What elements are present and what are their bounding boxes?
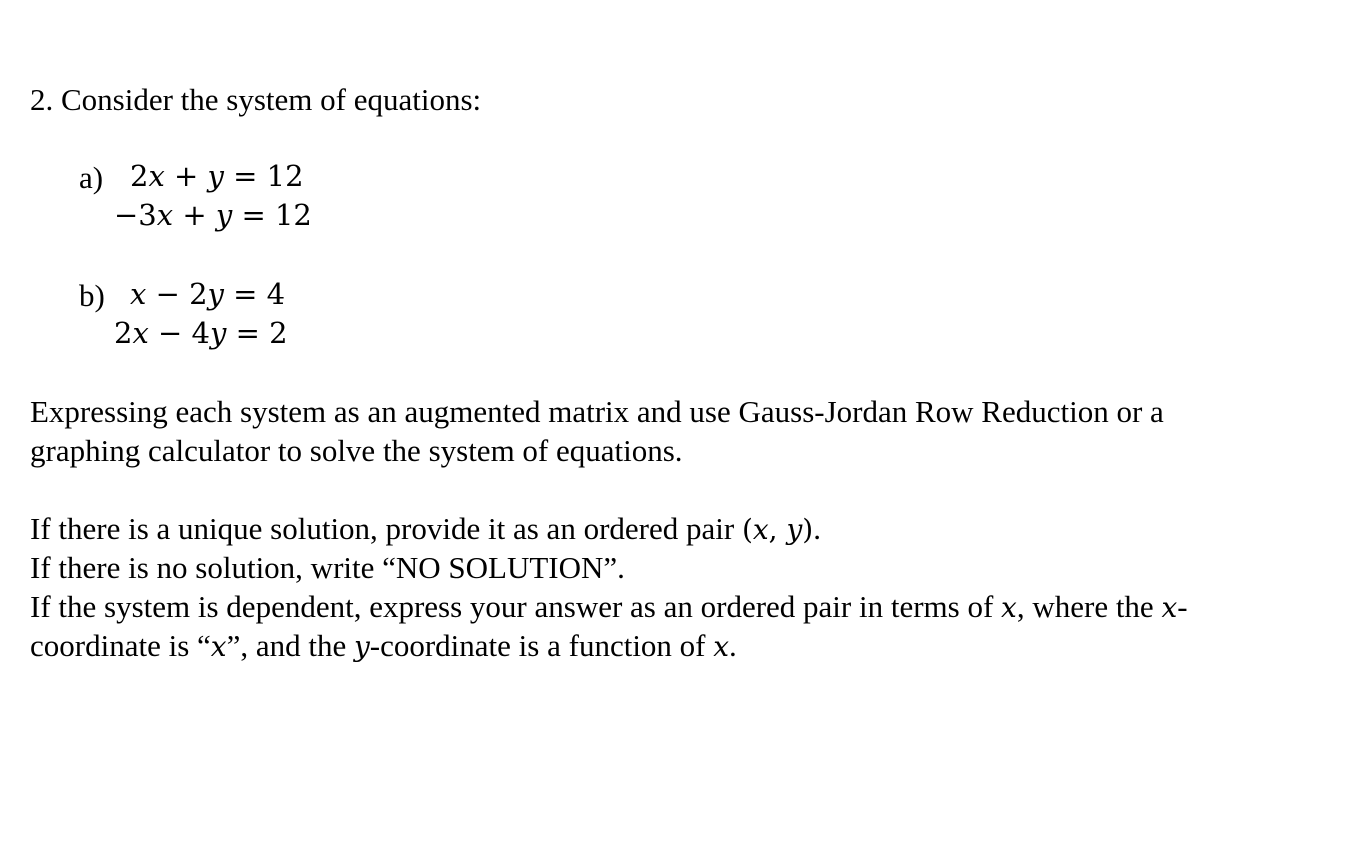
ordered-pair-xy: (𝑥, 𝑦): [741, 513, 814, 546]
rule-dependent-text-e: ”, and the: [226, 628, 354, 663]
rule-dependent-text-f: -coordinate is a function of: [369, 628, 714, 663]
rule-unique-text: If there is a unique solution, provide it as an ordered pair: [30, 511, 742, 546]
rule-dependent-text-a: If the system is dependent, express your answer as an ordered pair in terms of: [30, 589, 1002, 624]
rule-dependent-line-2: [30, 630, 737, 661]
part-a-equation-1: 2𝑥 + 𝑦 = 12: [130, 159, 304, 193]
rule-dependent-text-g: .: [729, 628, 737, 663]
part-b-equation-2: 2𝑥 − 4𝑦 = 2: [114, 316, 288, 350]
part-b-equation-1: 𝑥 − 2𝑦 = 4: [130, 277, 286, 311]
math-y: 𝑦: [353, 630, 370, 663]
math-x: 𝑥: [713, 630, 730, 663]
math-x: 𝑥: [1001, 591, 1017, 624]
rule-no-solution: If there is no solution, write “NO SOLUTION”.: [30, 550, 625, 585]
rule-dependent-line-1: [30, 591, 1188, 622]
part-a-equation-2: −3𝑥 + 𝑦 = 12: [114, 198, 312, 232]
part-b-label: b): [79, 278, 105, 313]
instructions-line-1: Expressing each system as an augmented matrix and use Gauss-Jordan Row Reduction or a: [30, 394, 1164, 429]
rule-dependent-text-d: coordinate is “: [30, 628, 211, 663]
instructions-line-2: graphing calculator to solve the system of equations.: [30, 433, 683, 468]
problem-heading: 2. Consider the system of equations:: [30, 82, 482, 117]
rule-unique-solution: [30, 513, 821, 544]
math-x: 𝑥: [210, 630, 227, 663]
part-a-label: a): [79, 160, 104, 195]
rule-unique-period: .: [813, 511, 821, 546]
rule-dependent-text-b: , where the: [1016, 589, 1162, 624]
math-x: 𝑥: [1161, 591, 1178, 624]
rule-dependent-text-c: -: [1177, 589, 1188, 624]
